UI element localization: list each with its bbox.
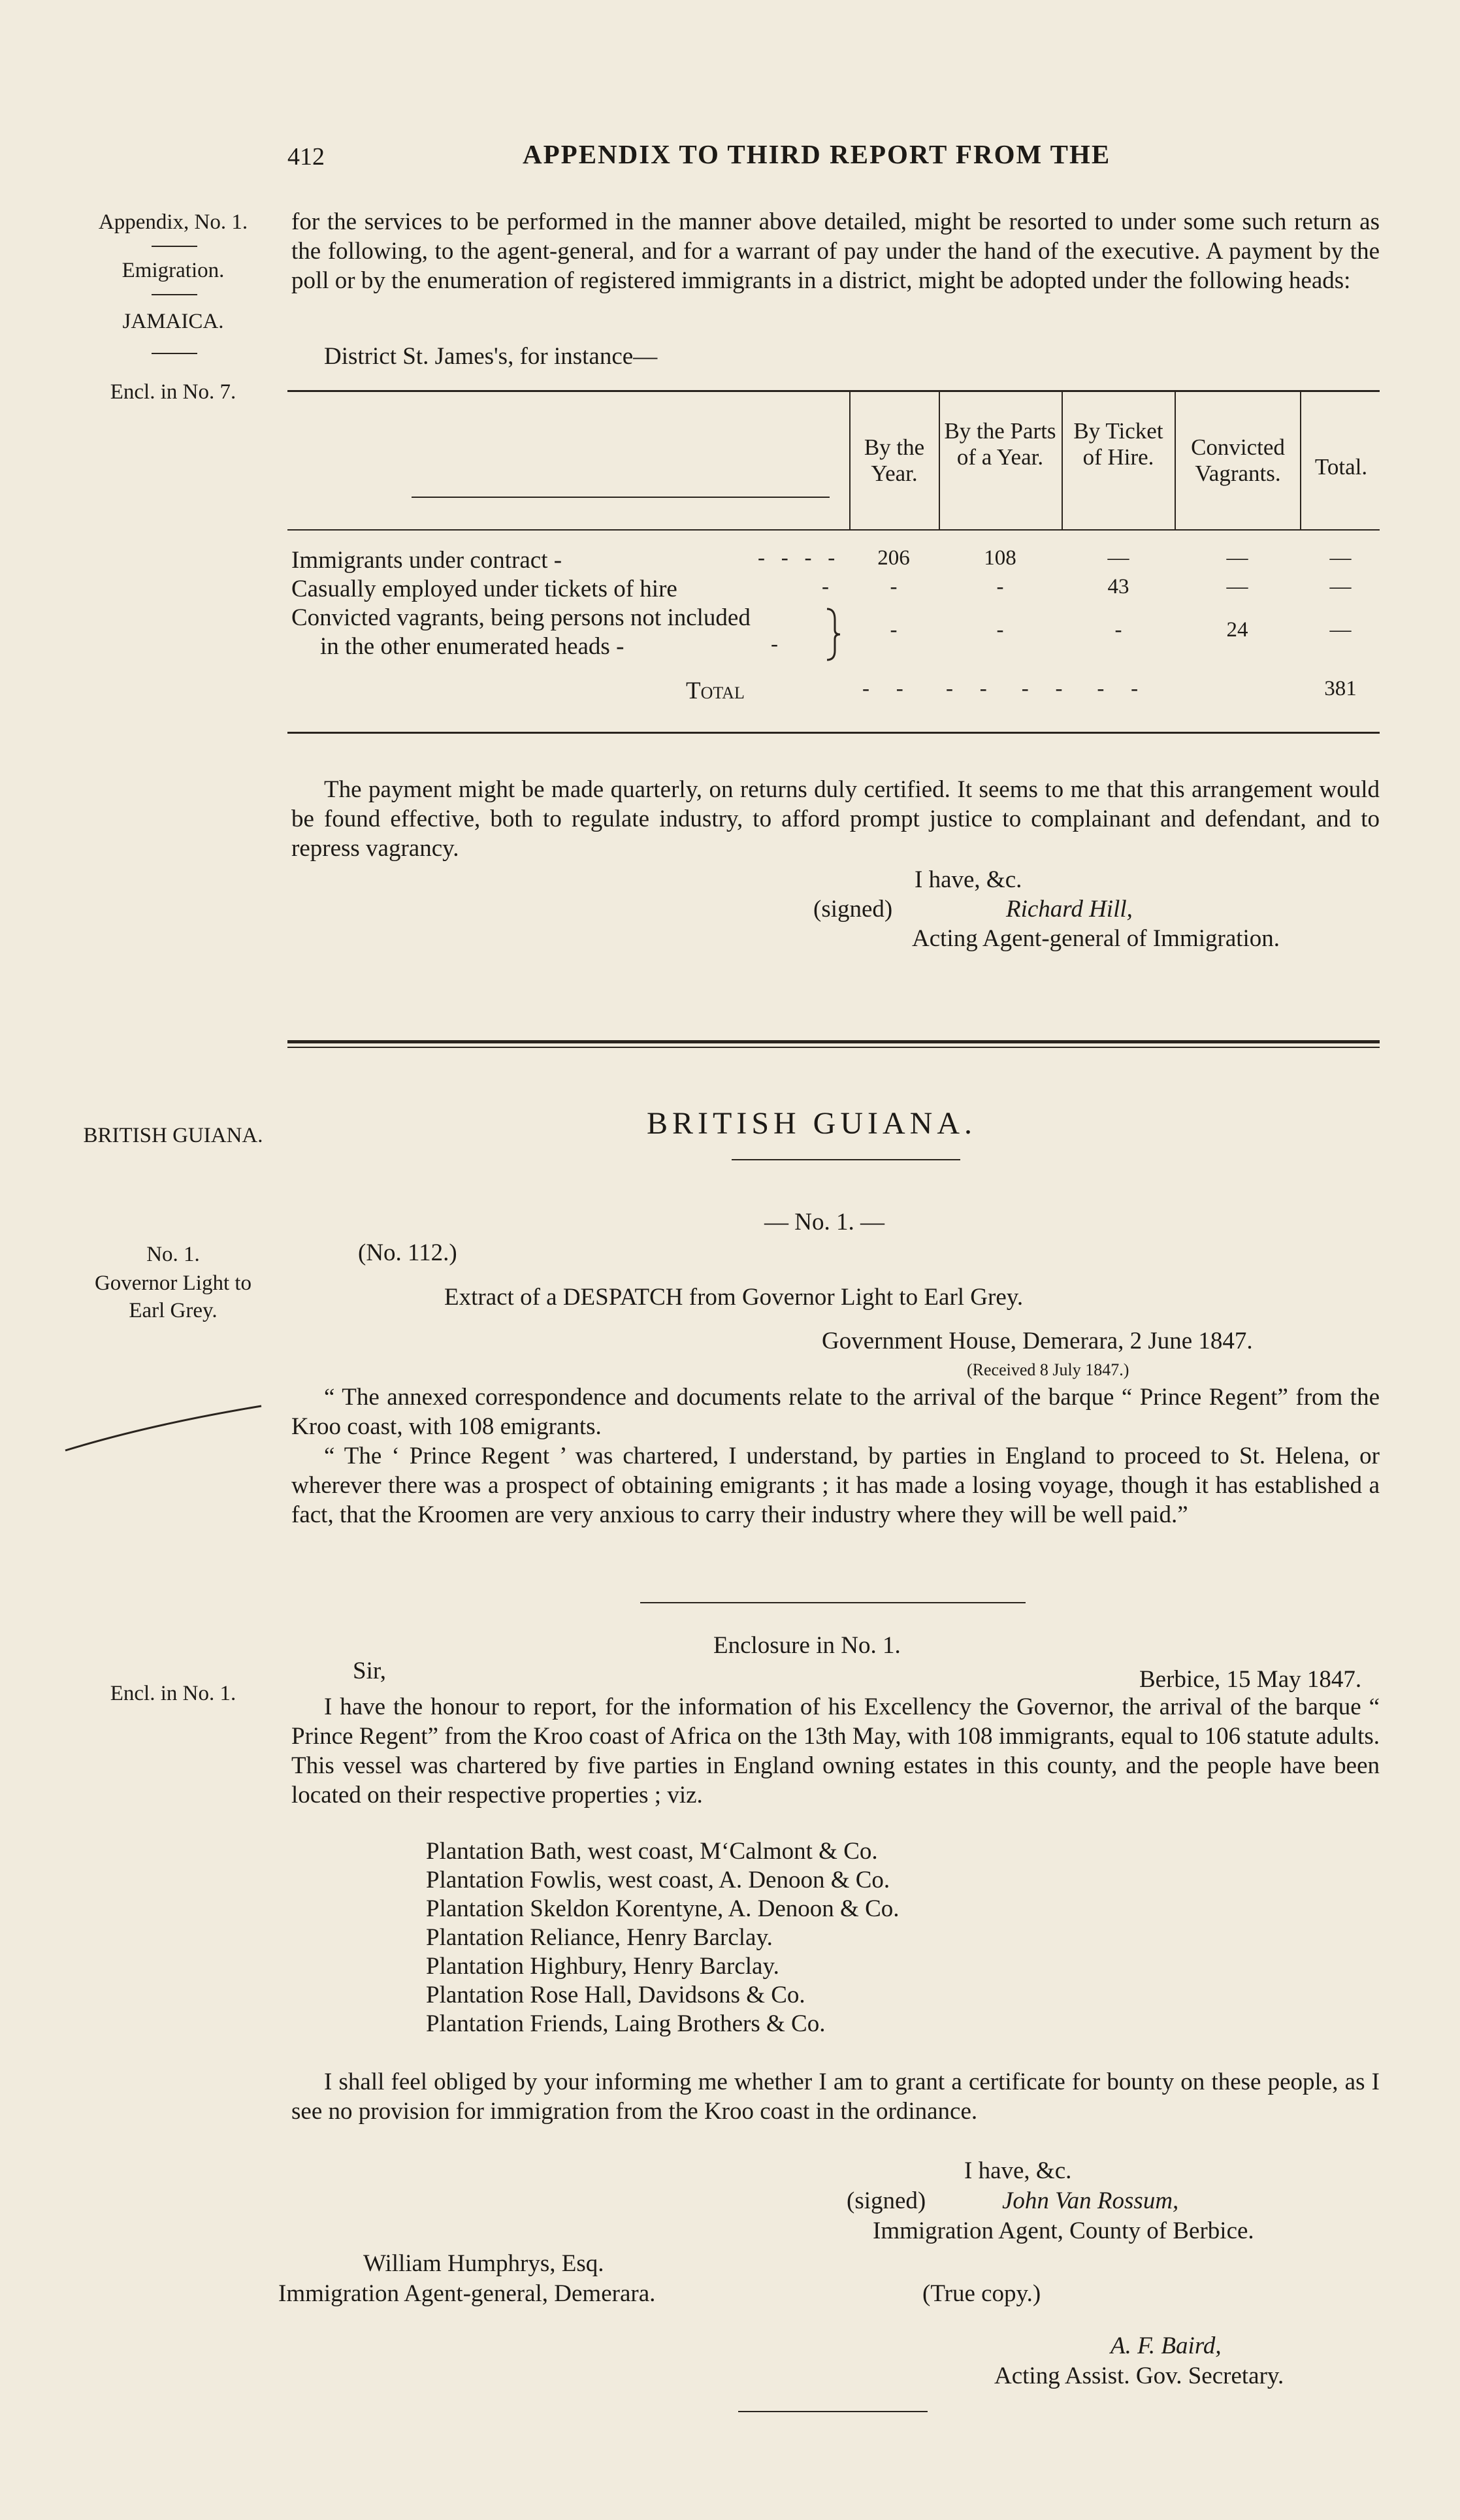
running-title: APPENDIX TO THIRD REPORT FROM THE (523, 139, 1111, 169)
cell-by-year: 206 (877, 546, 910, 570)
cell-total: — (1329, 618, 1352, 642)
signed-label: (signed) (847, 2187, 926, 2214)
leader-dashes: - (771, 632, 778, 656)
letter-body: I have the honour to report, for the information of his Excellency the Governor, the arrival of the barque “ Prince Regent” from the Kroo coast of Africa on the 13th May, with 108 immigrants, equal to 106 statute adults. This vessel was chartered by five parties in England owning estates in this county, and the people have been located on their respective properties ; viz. (291, 1694, 1380, 1808)
margin-no1-from: Governor Light to (94, 1271, 252, 1295)
leader-dashes: - - - - - - - - (862, 677, 1141, 700)
place-date: Government House, Demerara, 2 June 1847. (822, 1328, 1253, 1354)
table-col-divider (1300, 392, 1301, 529)
row-label-continued: in the other enumerated heads - (320, 633, 625, 660)
number-heading: — No. 1. — (764, 1209, 884, 1235)
list-item: Plantation Rose Hall, Davidsons & Co. (426, 1982, 805, 2008)
brace-icon (824, 606, 844, 663)
row-label: Immigrants under contract - (291, 547, 562, 574)
cell-total: — (1329, 575, 1352, 598)
margin-colony: JAMAICA. (122, 310, 224, 333)
addressee-title: Immigration Agent-general, Demerara. (278, 2280, 656, 2307)
col-header-ticket: By Ticket of Hire. (1073, 418, 1163, 470)
table-header-bottom-rule (287, 529, 1380, 531)
table-col-divider (1175, 392, 1176, 529)
cell-by-year: - (890, 618, 898, 642)
true-copy: (True copy.) (922, 2280, 1041, 2307)
cell-parts-year: - (996, 575, 1004, 598)
letter-place-date: Berbice, 15 May 1847. (1139, 1666, 1362, 1693)
section-rule (287, 1047, 1380, 1048)
margin-emigration: Emigration. (122, 259, 225, 282)
secretary-name: A. F. Baird, (1111, 2332, 1222, 2359)
end-rule (738, 2411, 928, 2412)
table-col-divider (849, 392, 851, 529)
total-label: Total (686, 678, 745, 704)
list-item: Plantation Skeldon Korentyne, A. Denoon & Co. (426, 1895, 900, 1922)
margin-rule (152, 294, 197, 295)
leader-dashes: - (822, 575, 829, 598)
list-item: Plantation Bath, west coast, M‘Calmont & Co. (426, 1838, 878, 1865)
list-item: Plantation Highbury, Henry Barclay. (426, 1953, 779, 1980)
section-rule (287, 1040, 1380, 1043)
signatory-name: John Van Rossum, (1002, 2187, 1179, 2214)
signoff: I have, &c. (964, 2157, 1072, 2184)
secretary-title: Acting Assist. Gov. Secretary. (994, 2363, 1284, 2389)
district-line: District St. James's, for instance— (324, 343, 658, 370)
page-number: 412 (287, 143, 325, 171)
table-col-divider (1062, 392, 1063, 529)
signatory-title: Acting Agent-general of Immigration. (912, 925, 1280, 952)
closing-paragraph: The payment might be made quarterly, on returns duly certified. It seems to me that this arrangement would be found effective, both to regulate industry, to afford prompt justice to complainant and defendant, and to repress vagrancy. (291, 776, 1380, 862)
cell-vagrants: 24 (1226, 618, 1248, 642)
cell-ticket: - (1114, 618, 1122, 642)
cell-ticket: — (1107, 546, 1129, 570)
cell-ticket: 43 (1107, 575, 1129, 598)
margin-colony-guiana: BRITISH GUIANA. (83, 1124, 263, 1147)
extract-title: Extract of a DESPATCH from Governor Light to Earl Grey. (444, 1284, 1024, 1311)
cell-parts-year: 108 (984, 546, 1016, 570)
margin-encl: Encl. in No. 7. (110, 380, 236, 404)
col-header-parts-year: By the Parts of a Year. (944, 418, 1056, 470)
margin-encl-no1: Encl. in No. 1. (110, 1682, 236, 1705)
list-item: Plantation Reliance, Henry Barclay. (426, 1924, 773, 1951)
margin-rule (152, 246, 197, 247)
section-title: BRITISH GUIANA. (647, 1106, 977, 1141)
received-date: (Received 8 July 1847.) (967, 1360, 1129, 1379)
margin-appendix: Appendix, No. 1. (98, 210, 248, 234)
pencil-mark-icon (59, 1398, 268, 1457)
cell-by-year: - (890, 575, 898, 598)
signatory-title: Immigration Agent, County of Berbice. (873, 2217, 1254, 2244)
letter-closing: I shall feel obliged by your informing me whether I am to grant a certificate for bounty on these people, as I see no provision for immigration from the Kroo coast in the ordinance. (291, 2069, 1380, 2125)
margin-rule (152, 353, 197, 354)
margin-no1-to: Earl Grey. (129, 1299, 218, 1322)
table-top-rule (287, 390, 1380, 392)
salutation: Sir, (353, 1658, 386, 1684)
table-bottom-rule (287, 732, 1380, 734)
enclosure-rule (640, 1602, 1026, 1603)
signoff: I have, &c. (915, 866, 1022, 893)
col-header-by-year: By the Year. (864, 434, 925, 486)
row-label: Convicted vagrants, being persons not included (291, 604, 751, 631)
intro-paragraph: for the services to be performed in the manner above detailed, might be resorted to under some such return as the following, to the agent-general, and for a warrant of pay under the hand of the executive. A payment by the poll or by the enumeration of registered immigrants in a district, might be adopted under the following heads: (291, 208, 1380, 294)
margin-no1: No. 1. (146, 1243, 200, 1266)
cell-parts-year: - (996, 618, 1004, 642)
row-label: Casually employed under tickets of hire (291, 576, 677, 602)
table-header-rule (412, 497, 830, 498)
cell-total: — (1329, 546, 1352, 570)
enclosure-title: Enclosure in No. 1. (713, 1632, 901, 1659)
despatch-body: “ The annexed correspondence and documents relate to the arrival of the barque “ Prince Regent” from the Kroo coast, with 108 emigrants. “ The ‘ Prince Regent ’ was chartered, I understand, by parties in England to proceed to St. Helena, or wherever there was a prospect of obtaining emigrants ; it has made a losing voyage, though it has established a fact, that the Kroomen are very anxious to carry their industry where they will be well paid.” (291, 1384, 1380, 1528)
signatory-name: Richard Hill, (1006, 896, 1133, 923)
signed-label: (signed) (813, 896, 893, 923)
list-item: Plantation Fowlis, west coast, A. Denoon & Co. (426, 1867, 890, 1893)
col-header-vagrants: Convicted Vagrants. (1191, 434, 1285, 486)
despatch-number: (No. 112.) (358, 1239, 457, 1266)
leader-dashes: - - - - (758, 546, 835, 570)
list-item: Plantation Friends, Laing Brothers & Co. (426, 2010, 826, 2037)
title-rule (732, 1159, 960, 1160)
cell-vagrants: — (1226, 575, 1248, 598)
cell-vagrants: — (1226, 546, 1248, 570)
plantation-list (426, 1837, 900, 2038)
addressee-name: William Humphrys, Esq. (363, 2250, 604, 2277)
table-col-divider (939, 392, 940, 529)
col-header-total: Total. (1314, 454, 1368, 480)
cell-grand-total: 381 (1324, 677, 1357, 700)
